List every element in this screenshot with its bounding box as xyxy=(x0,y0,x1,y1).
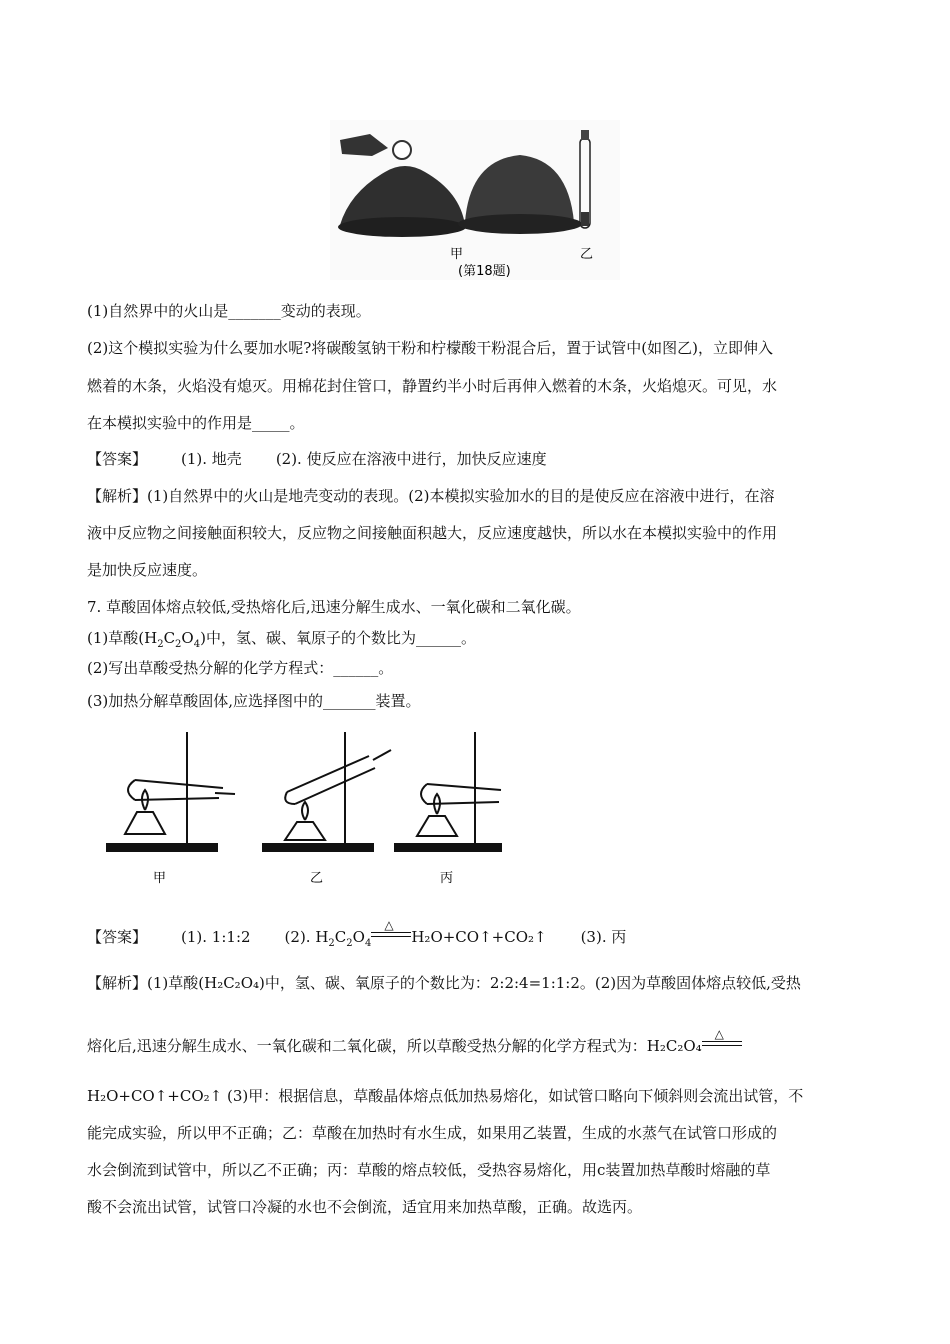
q6-analysis-l1: 【解析】(1)自然界中的火山是地壳变动的表现。(2)本模拟实验加水的目的是使反应在溶液中进行，在溶 xyxy=(87,487,775,505)
q6-analysis-l2: 液中反应物之间接触面积较大，反应物之间接触面积越大，反应速度越快，所以水在本模拟实验中的作用 xyxy=(87,524,778,542)
q7-part2: (2)写出草酸受热分解的化学方程式：______。 xyxy=(87,659,394,677)
q7-analysis-l2: 熔化后,迅速分解生成水、一氧化碳和二氧化碳，所以草酸受热分解的化学方程式为：H₂C₂O₄ △ xyxy=(87,1035,742,1057)
q7-analysis-l5: 水会倒流到试管中，所以乙不正确；丙：草酸的熔点较低，受热容易熔化，用c装置加热草酸时熔融的草 xyxy=(87,1161,771,1179)
q7-stem: 7. 草酸固体熔点较低,受热熔化后,迅速分解生成水、一氧化碳和二氧化碳。 xyxy=(87,598,581,616)
fig-label-jia: 甲 xyxy=(153,871,167,886)
q6-analysis-l3: 是加快反应速度。 xyxy=(87,561,208,579)
apparatus-jia xyxy=(107,732,235,851)
q6-part2-l3: 在本模拟实验中的作用是_____。 xyxy=(87,414,305,432)
apparatus-yi xyxy=(263,732,391,851)
heat-equals-sign: △ xyxy=(371,928,411,942)
q6-part1: (1)自然界中的火山是_______变动的表现。 xyxy=(87,302,371,320)
answer-1: (1). 地壳 xyxy=(181,450,242,468)
answer-2: (2). 使反应在溶液中进行，加快反应速度 xyxy=(275,450,547,468)
heating-apparatus-figure xyxy=(95,722,505,892)
q7-part1: (1)草酸$(H_2C_2O_4)$中，氢、碳、氧原子的个数比为______。 xyxy=(87,629,476,650)
volcano-figure xyxy=(330,120,620,280)
q7-analysis-l3: H₂O+CO↑+CO₂↑ (3)甲：根据信息，草酸晶体熔点低加热易熔化，如试管口略向下倾斜则会流出试管，不 xyxy=(87,1087,804,1105)
q7-part3: (3)加热分解草酸固体,应选择图中的_______装置。 xyxy=(87,692,421,710)
fig-label-yi: 乙 xyxy=(310,871,324,886)
analysis-label: 【解析】 xyxy=(87,974,148,992)
q6-part2-l1: (2)这个模拟实验为什么要加水呢?将碳酸氢钠干粉和柠檬酸干粉混合后，置于试管中(如图乙)，立即伸入 xyxy=(87,339,773,357)
label-jia: 甲 xyxy=(450,247,464,262)
q7-answer: 【答案】 (1). 1:1:2 (2). $H_2C_2O_4$ △ H₂O+CO↑+CO₂↑ (3). 丙 xyxy=(87,918,627,949)
analysis-label: 【解析】 xyxy=(87,487,148,505)
q7-analysis-l1: 【解析】(1)草酸(H₂C₂O₄)中，氢、碳、氧原子的个数比为：2:2:4=1:1:2。(2)因为草酸固体熔点较低,受热 xyxy=(87,974,801,992)
q7-analysis-l6: 酸不会流出试管，试管口冷凝的水也不会倒流，适宜用来加热草酸，正确。故选丙。 xyxy=(87,1198,643,1216)
q6-part2-l2: 燃着的木条，火焰没有熄灭。用棉花封住管口，静置约半小时后再伸入燃着的木条，火焰熄灭。可见，水 xyxy=(87,377,778,395)
apparatus-bing xyxy=(395,732,501,851)
q6-answer xyxy=(87,448,547,470)
figure-caption: (第18题) xyxy=(458,264,511,279)
fig-label-bing: 丙 xyxy=(440,871,454,886)
answer-label: 【答案】 xyxy=(87,928,148,946)
label-yi: 乙 xyxy=(580,247,594,262)
answer-label: 【答案】 xyxy=(87,450,148,468)
heat-equals-sign: △ xyxy=(702,1037,742,1051)
q7-analysis-l4: 能完成实验，所以甲不正确；乙：草酸在加热时有水生成，如果用乙装置，生成的水蒸气在试管口形成的 xyxy=(87,1124,778,1142)
